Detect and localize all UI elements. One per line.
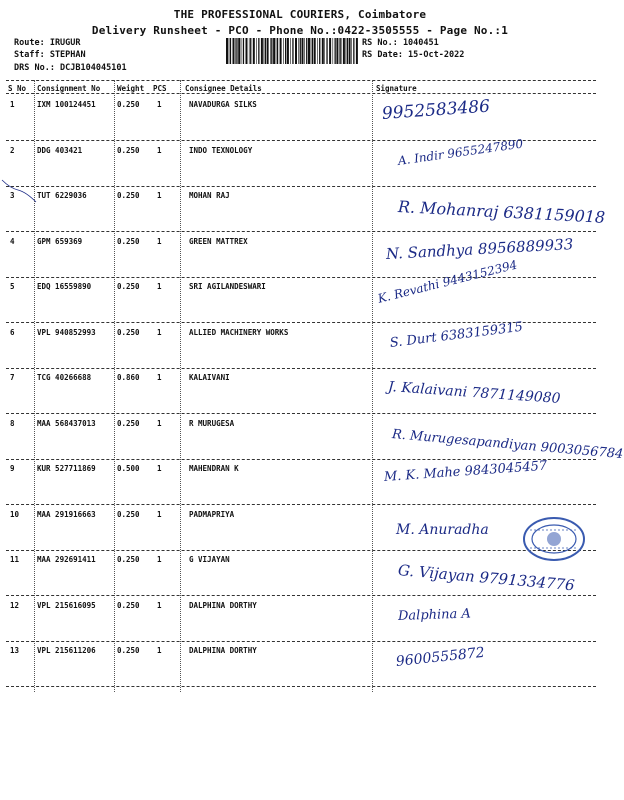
- row-consignee: KALAIVANI: [189, 373, 230, 382]
- rs-date: RS Date: 15-Oct-2022: [362, 50, 465, 60]
- header-rule-bottom: [6, 93, 596, 94]
- row-consignment-no: TUT 6229036: [37, 191, 87, 200]
- row-sno: 7: [10, 373, 15, 382]
- row-signature: N. Sandhya 8956889933: [385, 234, 574, 263]
- row-signature: 9600555872: [395, 644, 486, 670]
- row-consignee: ALLIED MACHINERY WORKS: [189, 327, 289, 337]
- row-sno: 6: [10, 327, 15, 337]
- row-separator: [6, 186, 596, 187]
- row-sno: 3: [10, 191, 15, 200]
- row-weight: 0.250: [117, 282, 140, 291]
- row-separator: [6, 595, 596, 596]
- row-consignee: GREEN MATTREX: [189, 236, 248, 246]
- col-header-signature: Signature: [376, 84, 417, 93]
- row-consignee: PADMAPRIYA: [189, 509, 235, 519]
- row-signature: M. K. Mahe 9843045457: [383, 458, 548, 485]
- row-sno: 9: [10, 464, 15, 473]
- row-signature: S. Durt 6383159315: [389, 319, 524, 351]
- row-pcs: 1: [157, 145, 162, 155]
- row-separator: [6, 277, 596, 278]
- row-separator: [6, 686, 596, 687]
- company-title: THE PROFESSIONAL COURIERS, Coimbatore: [173, 8, 427, 21]
- row-weight: 0.860: [117, 373, 140, 382]
- col-divider: [114, 80, 115, 692]
- staff-label: Staff: STEPHAN: [14, 50, 86, 60]
- row-sno: 1: [10, 100, 15, 109]
- col-divider: [180, 80, 181, 692]
- row-pcs: 1: [157, 600, 162, 610]
- row-sno: 8: [10, 418, 15, 428]
- row-consignment-no: VPL 215616095: [37, 600, 96, 610]
- row-weight: 0.500: [117, 464, 140, 473]
- row-weight: 0.250: [117, 236, 140, 246]
- row-consignee: DALPHINA DORTHY: [189, 600, 257, 610]
- row-pcs: 1: [157, 464, 162, 473]
- row-consignment-no: EDQ 16559890: [37, 282, 92, 291]
- row-weight: 0.250: [117, 555, 140, 564]
- row-weight: 0.250: [117, 191, 140, 200]
- row-signature: R. Mohanraj 6381159018: [397, 197, 606, 227]
- row-consignee: SRI AGILANDESWARI: [189, 282, 266, 291]
- col-header-consignment: Consignment No: [37, 84, 101, 93]
- row-pcs: 1: [157, 100, 162, 109]
- row-pcs: 1: [157, 327, 162, 337]
- row-consignment-no: DDG 403421: [37, 145, 83, 155]
- row-separator: [6, 231, 596, 232]
- row-sno: 12: [10, 600, 20, 610]
- row-weight: 0.250: [117, 100, 140, 109]
- row-consignment-no: IXM 100124451: [37, 100, 96, 109]
- barcode-icon: [226, 38, 358, 64]
- runsheet-subtitle: Delivery Runsheet - PCO - Phone No.:0422-3505555 - Page No.:1: [91, 24, 509, 37]
- row-consignee: R MURUGESA: [189, 418, 235, 428]
- row-pcs: 1: [157, 191, 162, 200]
- row-weight: 0.250: [117, 327, 140, 337]
- row-signature: G. Vijayan 9791334776: [397, 561, 576, 595]
- row-consignment-no: GPM 659369: [37, 236, 83, 246]
- col-header-pcs: PCS: [153, 84, 167, 93]
- row-consignee: MAHENDRAN K: [189, 464, 239, 473]
- row-sno: 11: [10, 555, 20, 564]
- row-pcs: 1: [157, 373, 162, 382]
- col-divider: [34, 80, 35, 692]
- row-consignee: NAVADURGA SILKS: [189, 100, 257, 109]
- row-consignee: MOHAN RAJ: [189, 191, 230, 200]
- row-consignment-no: VPL 215611206: [37, 646, 96, 655]
- col-divider: [372, 80, 373, 692]
- row-consignee: INDO TEXNOLOGY: [189, 145, 253, 155]
- row-pcs: 1: [157, 236, 162, 246]
- row-signature: K. Revathi 9443152394: [376, 257, 519, 306]
- row-pcs: 1: [157, 509, 162, 519]
- delivery-stamp-icon: [522, 516, 586, 562]
- row-separator: [6, 459, 596, 460]
- row-signature: J. Kalaivani 7871149080: [387, 379, 561, 408]
- row-separator: [6, 413, 596, 414]
- row-consignment-no: TCG 40266688: [37, 373, 92, 382]
- row-weight: 0.250: [117, 600, 140, 610]
- row-consignment-no: MAA 568437013: [37, 418, 96, 428]
- row-sno: 13: [10, 646, 20, 655]
- row-sno: 2: [10, 145, 15, 155]
- row-separator: [6, 550, 596, 551]
- row-consignee: G VIJAYAN: [189, 555, 230, 564]
- row-pcs: 1: [157, 555, 162, 564]
- row-sno: 10: [10, 509, 20, 519]
- row-consignee: DALPHINA DORTHY: [189, 646, 257, 655]
- row-separator: [6, 368, 596, 369]
- row-weight: 0.250: [117, 646, 140, 655]
- col-header-sno: S No: [8, 84, 27, 93]
- row-sno: 5: [10, 282, 15, 291]
- row-consignment-no: KUR 527711869: [37, 464, 96, 473]
- row-signature: M. Anuradha: [396, 521, 489, 538]
- row-sno: 4: [10, 236, 15, 246]
- row-signature: R. Murugesapandiyan 9003056784: [391, 426, 624, 462]
- row-consignment-no: VPL 940852993: [37, 327, 96, 337]
- row-weight: 0.250: [117, 509, 140, 519]
- row-consignment-no: MAA 291916663: [37, 509, 96, 519]
- row-separator: [6, 504, 596, 505]
- row-signature: Dalphina A: [397, 605, 472, 624]
- row-pcs: 1: [157, 646, 162, 655]
- route-label: Route: IRUGUR: [14, 38, 81, 48]
- drs-number: DRS No.: DCJB104045101: [14, 63, 127, 73]
- row-weight: 0.250: [117, 418, 140, 428]
- rs-number: RS No.: 1040451: [362, 38, 439, 48]
- row-signature: 9952583486: [381, 96, 491, 124]
- row-signature: A. Indir 9655247890: [397, 136, 524, 168]
- row-pcs: 1: [157, 418, 162, 428]
- row-separator: [6, 641, 596, 642]
- header-rule-top: [6, 80, 596, 81]
- col-header-weight: Weight: [117, 84, 145, 93]
- row-consignment-no: MAA 292691411: [37, 555, 96, 564]
- col-header-consignee: Consignee Details: [185, 84, 262, 93]
- row-pcs: 1: [157, 282, 162, 291]
- row-weight: 0.250: [117, 145, 140, 155]
